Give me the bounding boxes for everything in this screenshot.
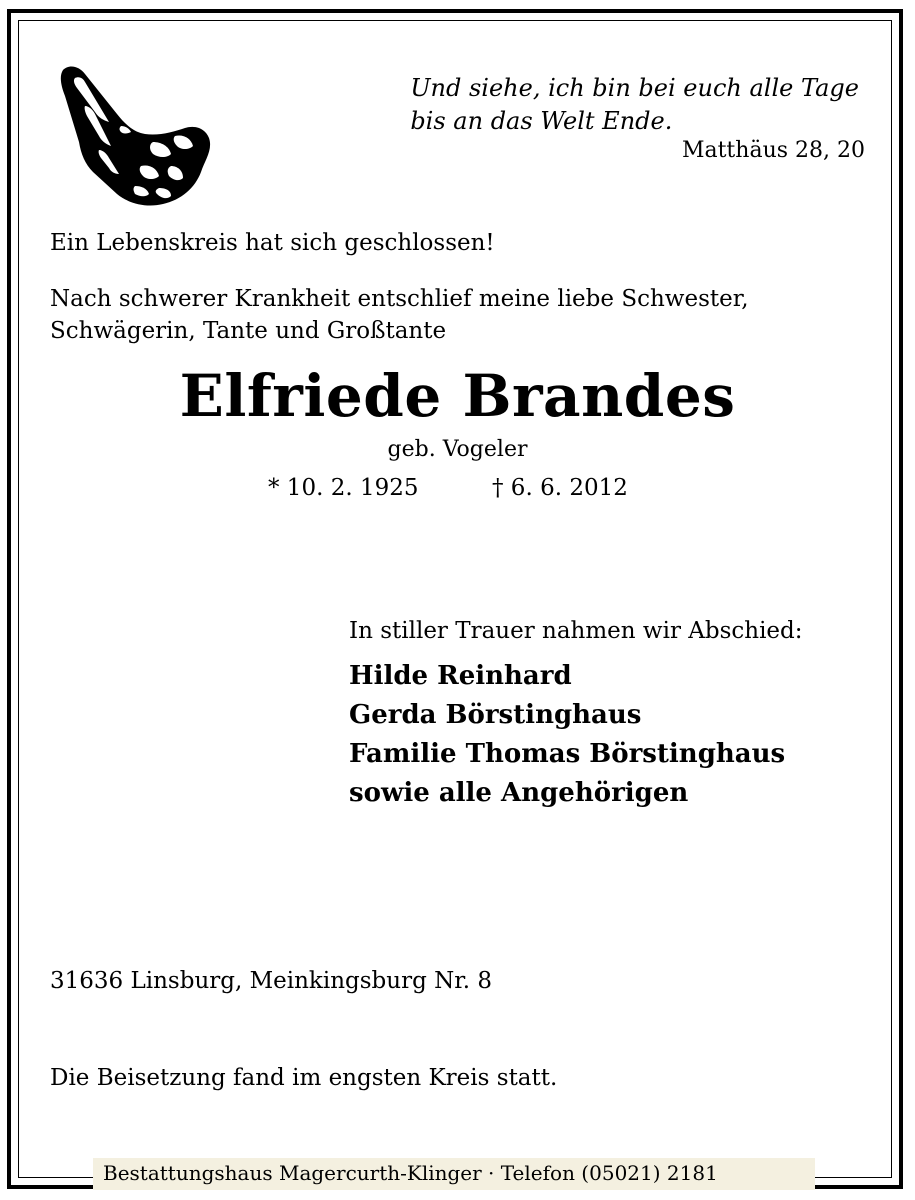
bible-quote — [410, 72, 859, 138]
deceased-name: Elfriede Brandes — [179, 362, 736, 430]
footer-text: Bestattungshaus Magercurth-Klinger · Telefon (05021) 2181 — [103, 1161, 718, 1185]
mourner-name: Familie Thomas Börstinghaus — [349, 739, 786, 769]
quote-reference: Matthäus 28, 20 — [681, 138, 865, 163]
intro-line: Ein Lebenskreis hat sich geschlossen! — [50, 230, 495, 256]
quote-line-1: Und siehe, ich bin bei euch alle Tage — [410, 74, 859, 102]
intro-paragraph-line-2: Schwägerin, Tante und Großtante — [50, 318, 447, 344]
address: 31636 Linsburg, Meinkingsburg Nr. 8 — [50, 968, 492, 994]
mourner-name: sowie alle Angehörigen — [349, 778, 689, 808]
quote-line-2: bis an das Welt Ende. — [410, 107, 673, 135]
maiden-name: geb. Vogeler — [387, 437, 528, 462]
mourners-intro: In stiller Trauer nahmen wir Abschied: — [349, 618, 803, 644]
mourner-name: Hilde Reinhard — [349, 661, 572, 691]
death-date: † 6. 6. 2012 — [492, 475, 628, 501]
birth-date: * 10. 2. 1925 — [268, 475, 419, 501]
praying-hands-icon — [55, 62, 215, 207]
mourners-list — [349, 657, 785, 813]
intro-paragraph — [50, 283, 749, 347]
funeral-note: Die Beisetzung fand im engsten Kreis statt. — [50, 1065, 558, 1091]
funeral-home-footer — [93, 1158, 815, 1190]
intro-paragraph-line-1: Nach schwerer Krankheit entschlief meine liebe Schwester, — [50, 286, 749, 312]
mourner-name: Gerda Börstinghaus — [349, 700, 642, 730]
